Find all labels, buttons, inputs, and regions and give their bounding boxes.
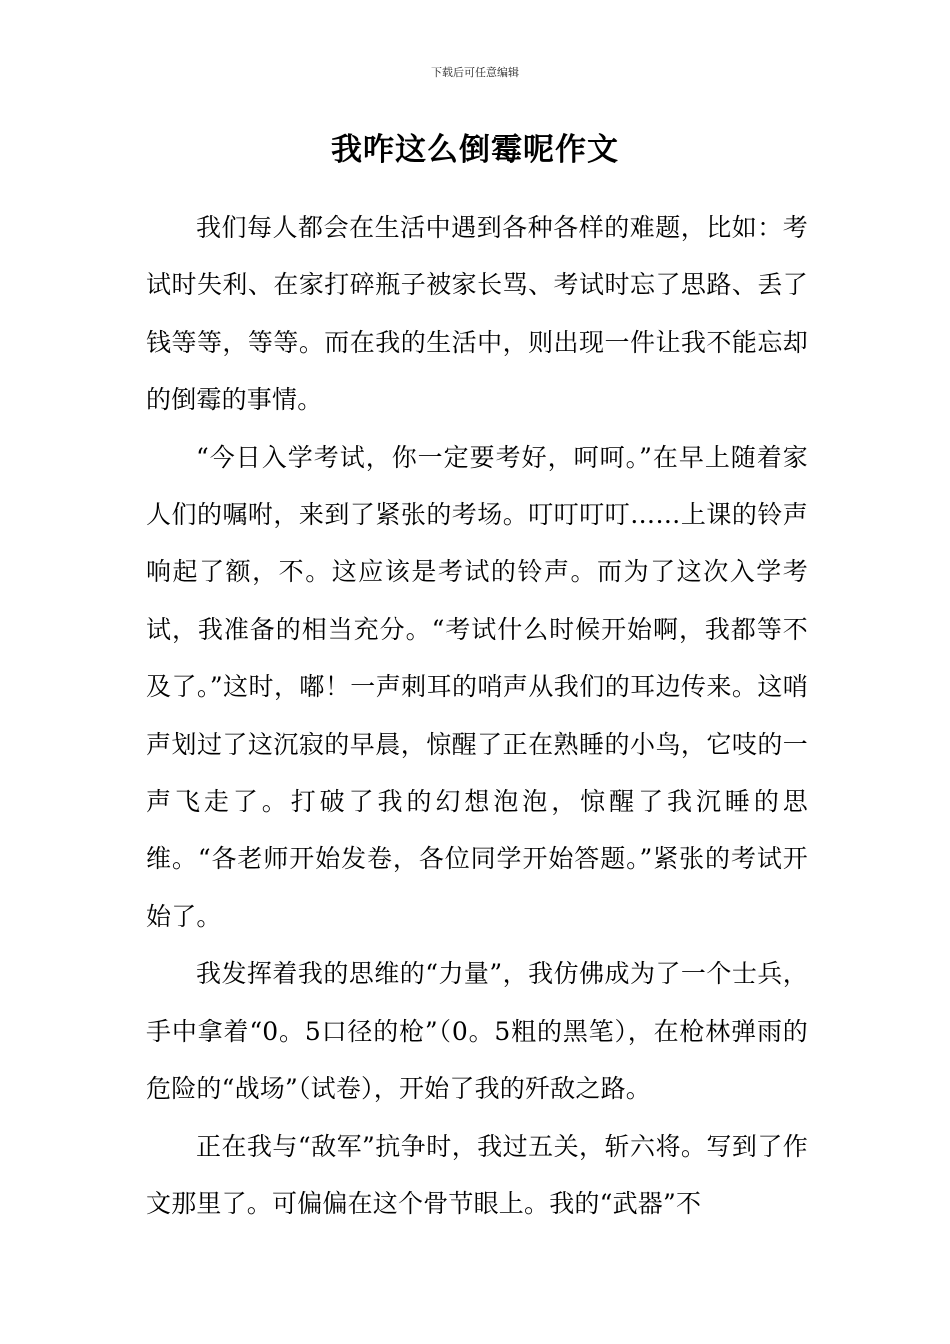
document-title: 我咋这么倒霉呢作文 <box>331 132 619 168</box>
essay-body <box>146 199 808 1232</box>
paragraph-2: “今日入学考试，你一定要考好，呵呵。”在早上随着家人们的嘱咐，来到了紧张的考场。叮叮叮叮……上课的铃声响起了额，不。这应该是考试的铃声。而为了这次入学考试，我准备的相当充分。“考试什么时候开始啊，我都等不及了。”这时，嘟！一声刺耳的哨声从我们的耳边传来。这哨声划过了这沉寂的早晨，惊醒了正在熟睡的小鸟，它吱的一声飞走了。打破了我的幻想泡泡，惊醒了我沉睡的思维。“各老师开始发卷，各位同学开始答题。”紧张的考试开始了。 <box>146 442 808 931</box>
paragraph-3: 我发挥着我的思维的“力量”，我仿佛成为了一个士兵，手中拿着“0。5口径的枪”（0。5粗的黑笔），在枪林弹雨的危险的“战场”（试卷），开始了我的歼敌之路。 <box>146 959 808 1104</box>
paragraph-1: 我们每人都会在生活中遇到各种各样的难题，比如：考试时失利、在家打碎瓶子被家长骂、考试时忘了思路、丢了钱等等，等等。而在我的生活中，则出现一件让我不能忘却的倒霉的事情。 <box>146 213 808 415</box>
paragraph-4: 正在我与“敌军”抗争时，我过五关，斩六将。写到了作文那里了。可偏偏在这个骨节眼上。我的“武器”不 <box>146 1131 808 1218</box>
download-note: 下载后可任意编辑 <box>431 66 519 79</box>
